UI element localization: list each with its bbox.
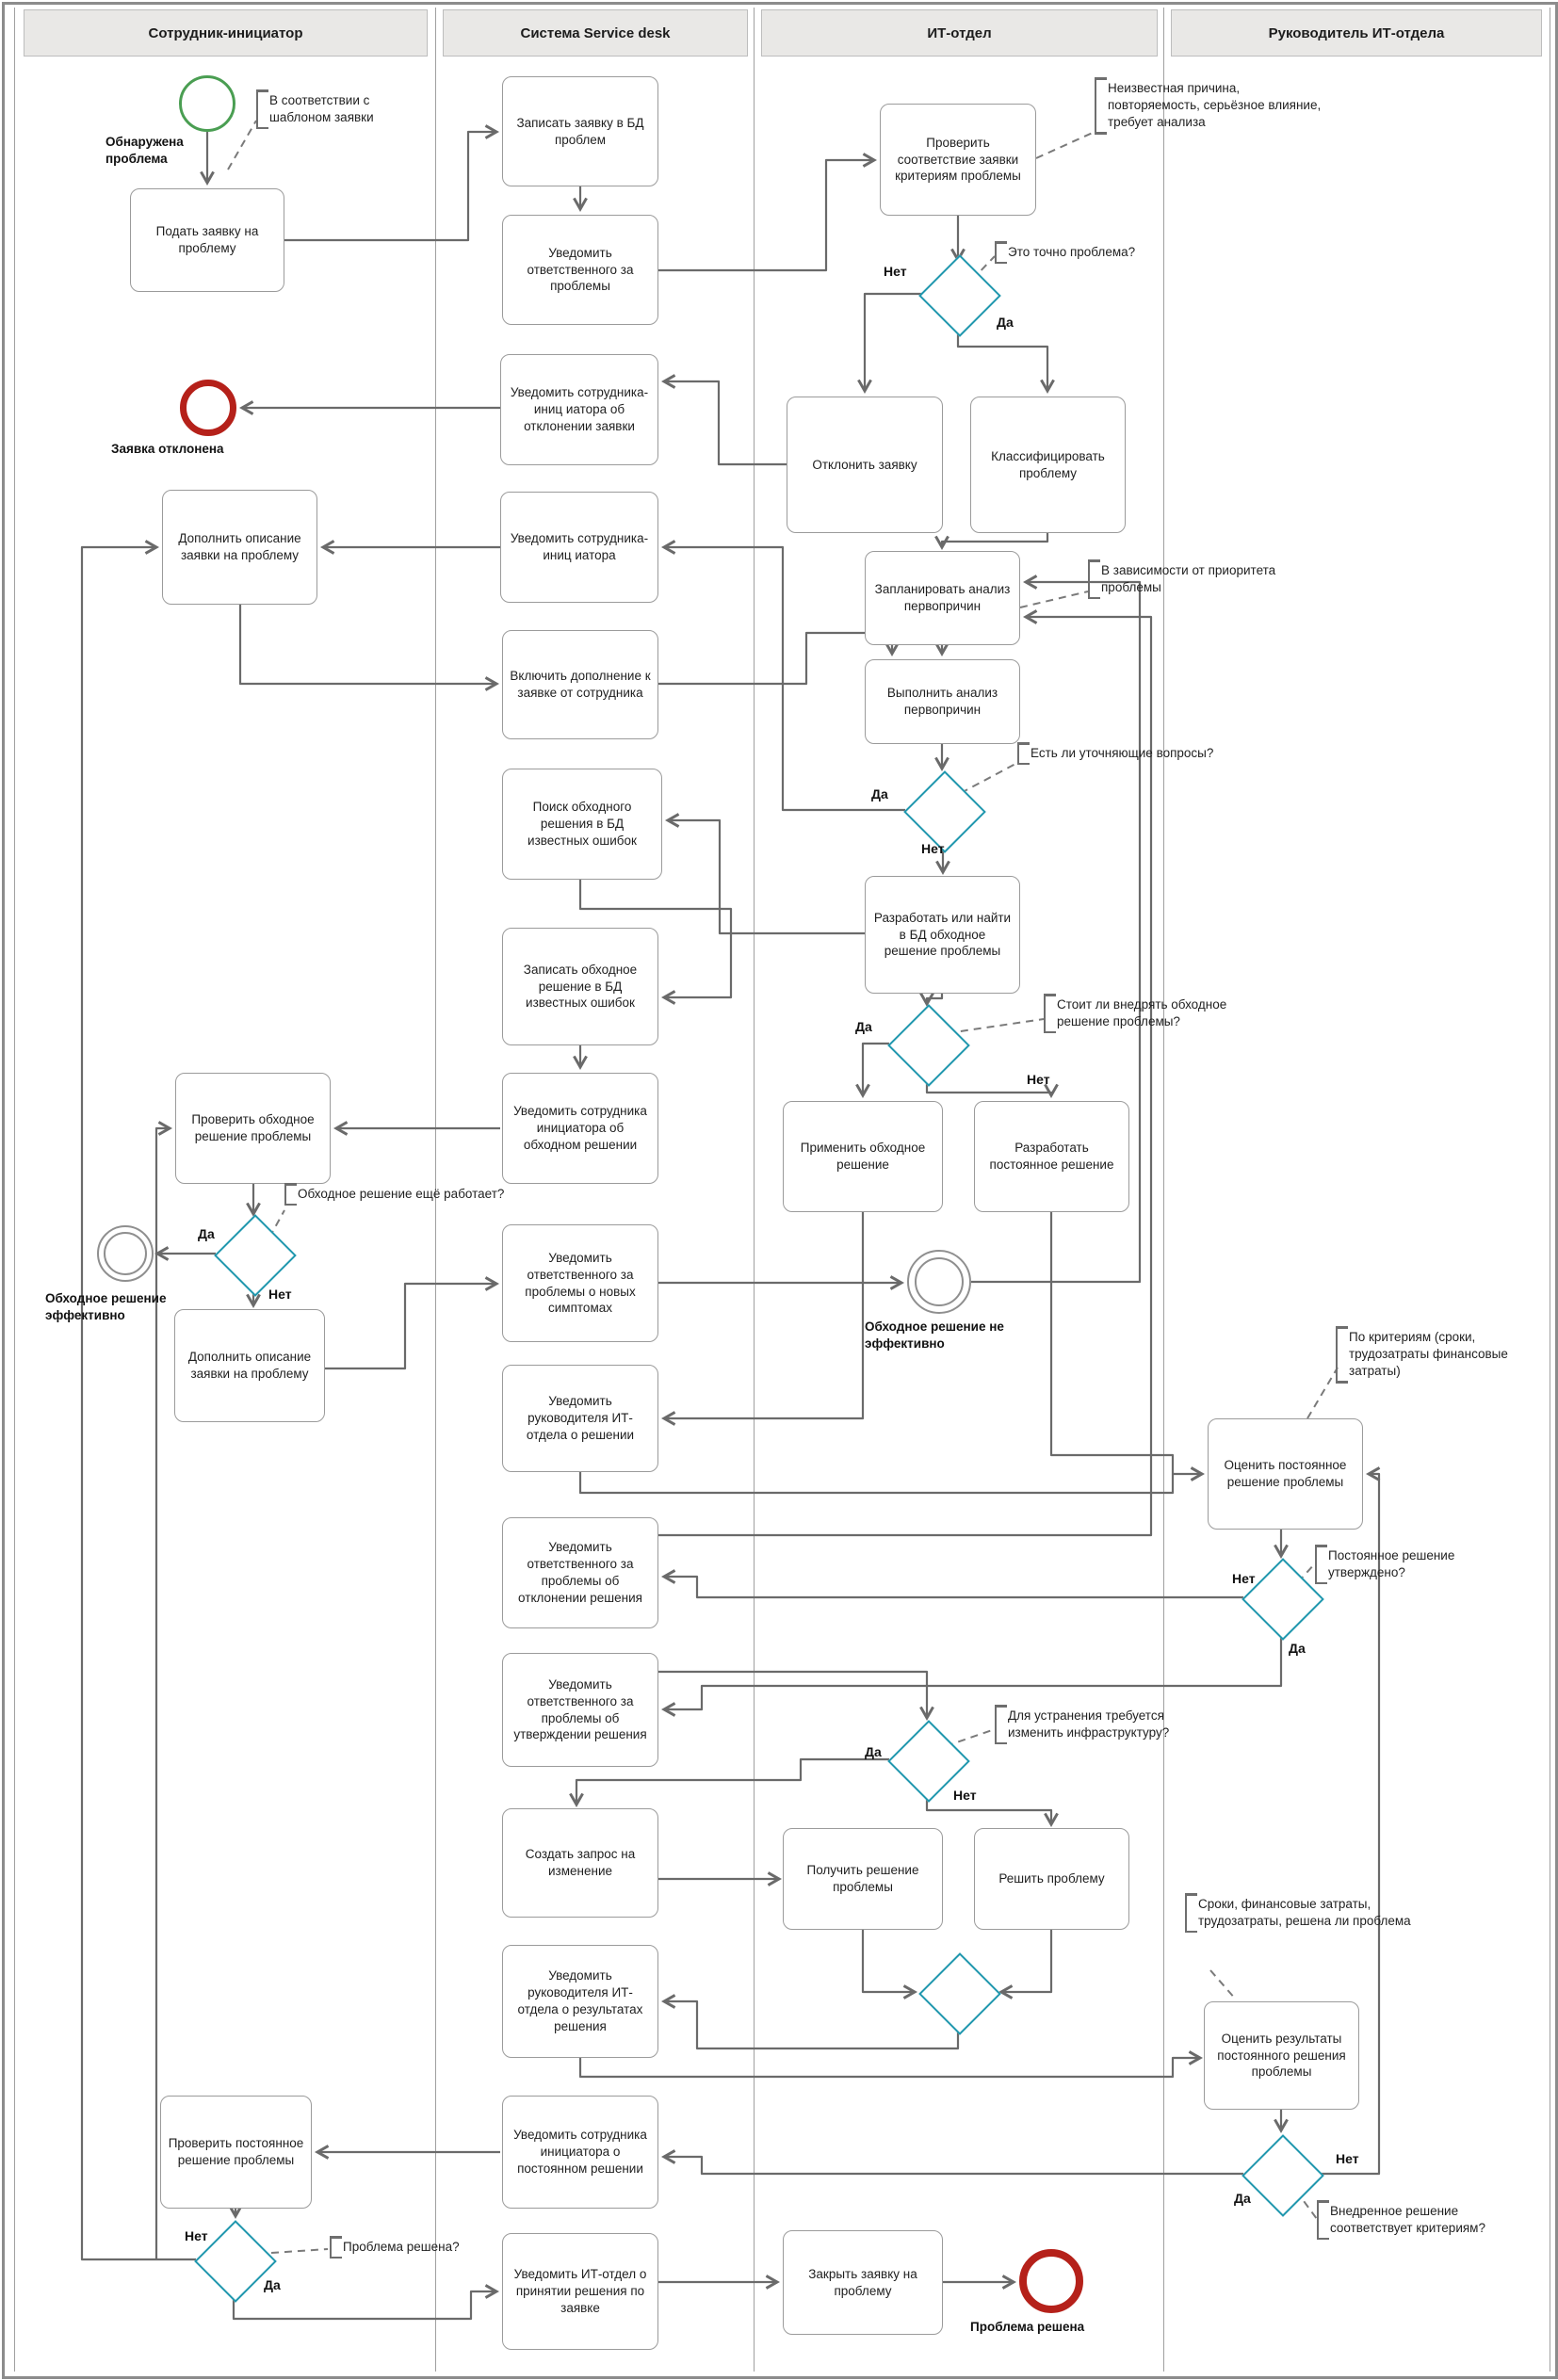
workaround-effective-label: Обходное решение эффективно bbox=[45, 1291, 167, 1322]
lane-header-initiator: Сотрудник-инициатор bbox=[24, 9, 428, 57]
task-plan-root-cause-analysis: Запланировать анализ первопричин bbox=[865, 551, 1020, 645]
branch-no-4: Нет bbox=[268, 1287, 292, 1302]
task-check-workaround: Проверить обходное решение проблемы bbox=[175, 1073, 331, 1184]
task-verify-criteria: Проверить соответствие заявки критериям проблемы bbox=[880, 104, 1036, 216]
lane-header-it-head: Руководитель ИТ-отдела bbox=[1171, 9, 1542, 57]
annotation-problem-solved: Проблема решена? bbox=[330, 2236, 536, 2259]
task-supplement-request-2: Дополнить описание заявки на проблему bbox=[174, 1309, 325, 1422]
branch-yes-4: Да bbox=[198, 1226, 215, 1241]
task-supplement-request-1: Дополнить описание заявки на проблему bbox=[162, 490, 317, 605]
end-event-rejected-label: Заявка отклонена bbox=[111, 442, 224, 456]
task-notify-initiator-workaround: Уведомить сотрудника инициатора об обходном решении bbox=[502, 1073, 658, 1184]
end-event-request-rejected bbox=[180, 380, 236, 436]
task-get-problem-solution: Получить решение проблемы bbox=[783, 1828, 943, 1930]
annotation-by-criteria: По критериям (сроки, трудозатраты финансовые затраты) bbox=[1336, 1326, 1554, 1384]
task-include-supplement: Включить дополнение к заявке от сотрудника bbox=[502, 630, 658, 739]
problem-solved-label: Проблема решена bbox=[970, 2320, 1085, 2334]
task-notify-responsible-approval: Уведомить ответственного за проблемы об утверждении решения bbox=[502, 1653, 658, 1767]
annotation-infrastructure-change: Для устранения требуется изменить инфраструктуру? bbox=[995, 1705, 1196, 1744]
annotation-request-template: В соответствии с шаблоном заявки bbox=[256, 89, 434, 129]
event-workaround-not-effective bbox=[907, 1250, 971, 1314]
task-do-root-cause-analysis: Выполнить анализ первопричин bbox=[865, 659, 1020, 744]
task-notify-initiator-permanent: Уведомить сотрудника инициатора о постоянном решении bbox=[502, 2096, 658, 2209]
annotation-is-it-a-problem: Это точно проблема? bbox=[995, 241, 1206, 264]
task-record-workaround-db: Записать обходное решение в БД известных ошибок bbox=[502, 928, 658, 1045]
branch-yes-1: Да bbox=[997, 315, 1014, 330]
branch-yes-3: Да bbox=[855, 1019, 872, 1034]
task-notify-head-solution: Уведомить руководителя ИТ-отдела о решении bbox=[502, 1365, 658, 1472]
task-notify-it-acceptance: Уведомить ИТ-отдел о принятии решения по заявке bbox=[502, 2233, 658, 2350]
branch-no-3: Нет bbox=[1027, 1072, 1050, 1087]
task-notify-initiator-rejection: Уведомить сотрудника-иниц иатора об отклонении заявки bbox=[500, 354, 658, 465]
branch-yes-7: Да bbox=[1234, 2191, 1251, 2206]
annotation-problem-criteria: Неизвестная причина, повторяемость, серьёзное влияние, требует анализа bbox=[1095, 77, 1329, 135]
task-notify-initiator: Уведомить сотрудника-иниц иатора bbox=[500, 492, 658, 603]
task-search-workaround-db: Поиск обходного решения в БД известных ошибок bbox=[502, 769, 662, 880]
branch-yes-6: Да bbox=[865, 1744, 882, 1759]
end-event-workaround-effective bbox=[97, 1225, 154, 1282]
task-notify-responsible: Уведомить ответственного за проблемы bbox=[502, 215, 658, 325]
task-develop-or-find-workaround: Разработать или найти в БД обходное решение проблемы bbox=[865, 876, 1020, 994]
branch-yes-8: Да bbox=[264, 2277, 281, 2292]
task-reject-request: Отклонить заявку bbox=[787, 397, 943, 533]
branch-yes-2: Да bbox=[871, 786, 888, 801]
task-assess-permanent-results: Оценить результаты постоянного решения проблемы bbox=[1204, 2001, 1359, 2110]
annotation-priority: В зависимости от приоритета проблемы bbox=[1088, 559, 1313, 599]
branch-no-2: Нет bbox=[921, 841, 945, 856]
branch-no-6: Нет bbox=[953, 1788, 977, 1803]
task-submit-problem-request: Подать заявку на проблему bbox=[130, 188, 284, 292]
annotation-clarifying-questions: Есть ли уточняющие вопросы? bbox=[1017, 742, 1233, 765]
annotation-meets-criteria: Внедренное решение соответствует критериям? bbox=[1317, 2200, 1535, 2240]
branch-no-5: Нет bbox=[1232, 1571, 1256, 1586]
task-record-request-db: Записать заявку в БД проблем bbox=[502, 76, 658, 186]
annotation-permanent-approved: Постоянное решение утверждено? bbox=[1315, 1545, 1534, 1584]
task-classify-problem: Классифицировать проблему bbox=[970, 397, 1126, 533]
task-create-change-request: Создать запрос на изменение bbox=[502, 1808, 658, 1918]
start-event-problem-detected bbox=[179, 75, 235, 132]
start-event-label: Обнаружена проблема bbox=[105, 135, 184, 166]
task-notify-responsible-symptoms: Уведомить ответственного за проблемы о новых симптомах bbox=[502, 1224, 658, 1342]
task-close-problem-request: Закрыть заявку на проблему bbox=[783, 2230, 943, 2335]
branch-no-7: Нет bbox=[1336, 2151, 1359, 2166]
task-apply-workaround: Применить обходное решение bbox=[783, 1101, 943, 1212]
lane-header-it: ИТ-отдел bbox=[761, 9, 1158, 57]
task-notify-head-results: Уведомить руководителя ИТ-отдела о результатах решения bbox=[502, 1945, 658, 2058]
lane-header-servicedesk: Система Service desk bbox=[443, 9, 748, 57]
workaround-not-effective-label: Обходное решение не эффективно bbox=[865, 1320, 1004, 1351]
task-check-permanent-solution: Проверить постоянное решение проблемы bbox=[160, 2096, 312, 2209]
annotation-terms-costs: Сроки, финансовые затраты, трудозатраты, решена ли проблема bbox=[1185, 1893, 1420, 1933]
task-assess-permanent-solution: Оценить постоянное решение проблемы bbox=[1208, 1418, 1363, 1530]
end-event-problem-solved bbox=[1019, 2249, 1083, 2313]
task-solve-problem: Решить проблему bbox=[974, 1828, 1129, 1930]
annotation-implement-workaround: Стоит ли внедрять обходное решение проблемы? bbox=[1044, 994, 1236, 1033]
annotation-workaround-still-works: Обходное решение ещё работает? bbox=[284, 1183, 524, 1206]
branch-no-8: Нет bbox=[185, 2228, 208, 2243]
task-notify-responsible-rejection: Уведомить ответственного за проблемы об отклонении решения bbox=[502, 1517, 658, 1628]
branch-no-1: Нет bbox=[884, 264, 907, 279]
task-develop-permanent-solution: Разработать постоянное решение bbox=[974, 1101, 1129, 1212]
branch-yes-5: Да bbox=[1289, 1641, 1306, 1656]
